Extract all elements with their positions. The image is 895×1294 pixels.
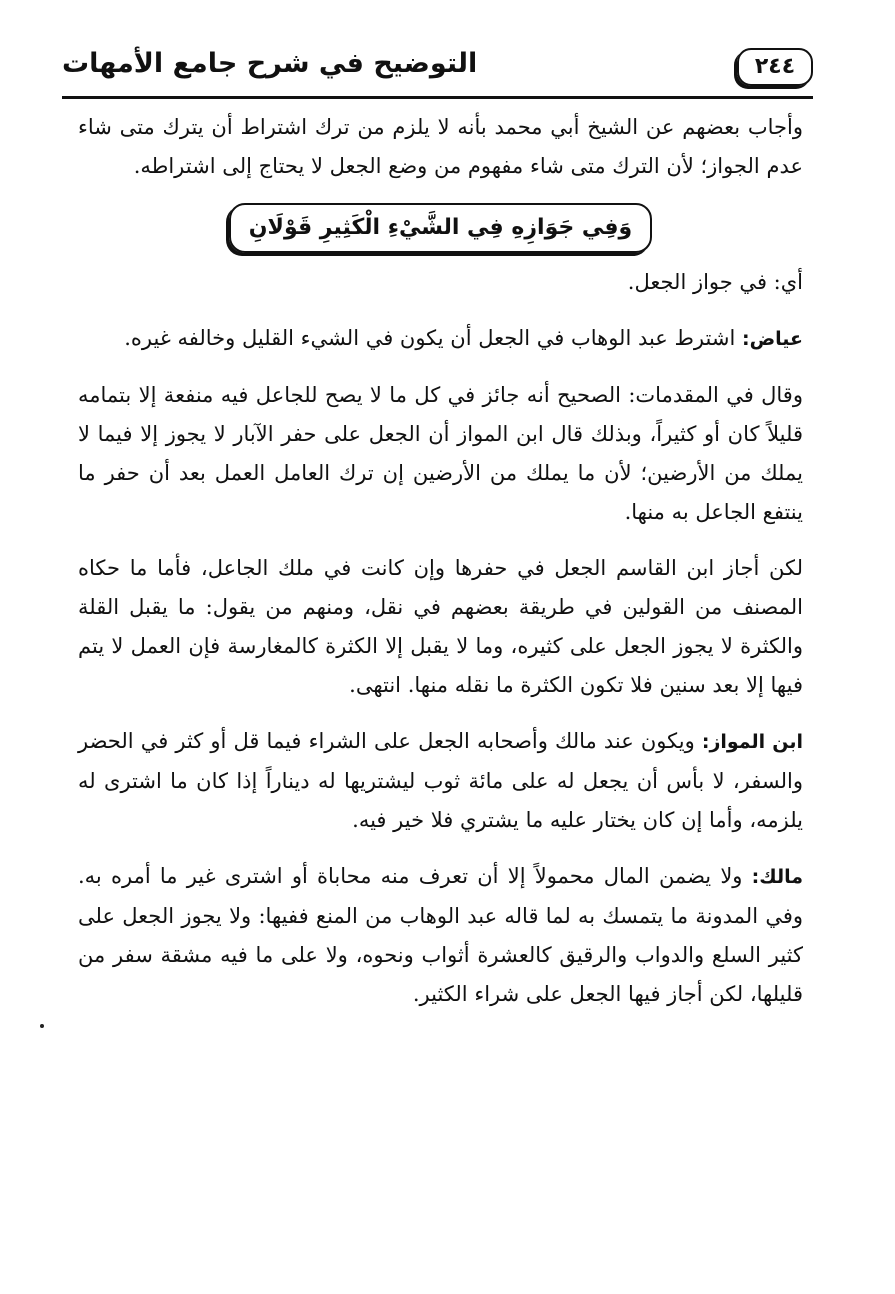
paragraph-text: وقال في المقدمات: الصحيح أنه جائز في كل ما لا يصح للجاعل فيه منفعة إلا بتمامه قليلاً كان أو كثيراً، وبذلك قال ابن المواز أن الجعل على حفر الآبار لا يجوز إلا فيما لا يملك من الأرضين؛ لأن ما يملك من الأرضين إن ترك العامل العمل بعد أن حفر ما ينتفع الجاعل به منها. (78, 383, 803, 524)
paragraph-text: ويكون عند مالك وأصحابه الجعل على الشراء فيما قل أو كثر في الحضر والسفر، لا بأس أن يجعل له على مائة ثوب ليشتريها له ديناراً إذا كان ما اشترى له يلزمه، وأما إن كان يختار عليه ما يشتري فلا خير فيه. (78, 729, 803, 832)
header-rule (62, 96, 813, 99)
paragraph-text: ولا يضمن المال محمولاً إلا أن تعرف منه محاباة أو اشترى غير ما أمره به. وفي المدونة ما يتمسك به لما قاله عبد الوهاب من المنع ففيها: ولا يجوز الجعل على كثير السلع والدواب والرقيق كالعشرة أثواب ونحوه، ولا على ما فيه مشقة سفر من قليلها، لكن أجاز فيها الجعل على شراء الكثير. (78, 864, 803, 1006)
speaker-label: مالك: (751, 866, 803, 888)
paragraph (78, 549, 803, 705)
page-number: ٢٤٤ (737, 48, 813, 86)
paragraph (78, 319, 803, 359)
speaker-label: ابن المواز: (701, 731, 803, 753)
book-title: التوضيح في شرح جامع الأمهات (62, 48, 478, 79)
paragraph (78, 722, 803, 840)
paragraph-text: لكن أجاز ابن القاسم الجعل في حفرها وإن كانت في ملك الجاعل، فأما ما حكاه المصنف من القولين في طريقة بعضهم في نقل، ومنهم من يقول: ما يقبل القلة والكثرة لا يجوز الجعل على كثيره، وما لا يقبل إلا الكثرة كالمغارسة فإن العمل لا يتم فيها إلا بعد سنين فلا تكون الكثرة ما نقله منها. انتهى. (78, 556, 803, 697)
paragraph-text: وأجاب بعضهم عن الشيخ أبي محمد بأنه لا يلزم من ترك اشتراط أن يترك متى شاء عدم الجواز؛ لأن الترك متى شاء مفهوم من وضع الجعل لا يحتاج إلى اشتراطه. (78, 115, 803, 178)
matn-quote-box: وَفِي جَوَازِهِ فِي الشَّيْءِ الْكَثِيرِ قَوْلَانِ (229, 203, 652, 253)
paragraph (78, 263, 803, 302)
speaker-label: عياض: (741, 328, 803, 350)
running-header (62, 46, 813, 96)
paragraph-text: اشترط عبد الوهاب في الجعل أن يكون في الشيء القليل وخالفه غيره. (124, 326, 742, 350)
paragraph (78, 376, 803, 532)
paragraph-text: أي: في جواز الجعل. (627, 270, 803, 294)
page-body (78, 108, 803, 1031)
matn-box-wrapper (78, 203, 803, 253)
paragraph (78, 108, 803, 186)
paragraph (78, 857, 803, 1014)
margin-mark (40, 1024, 44, 1028)
